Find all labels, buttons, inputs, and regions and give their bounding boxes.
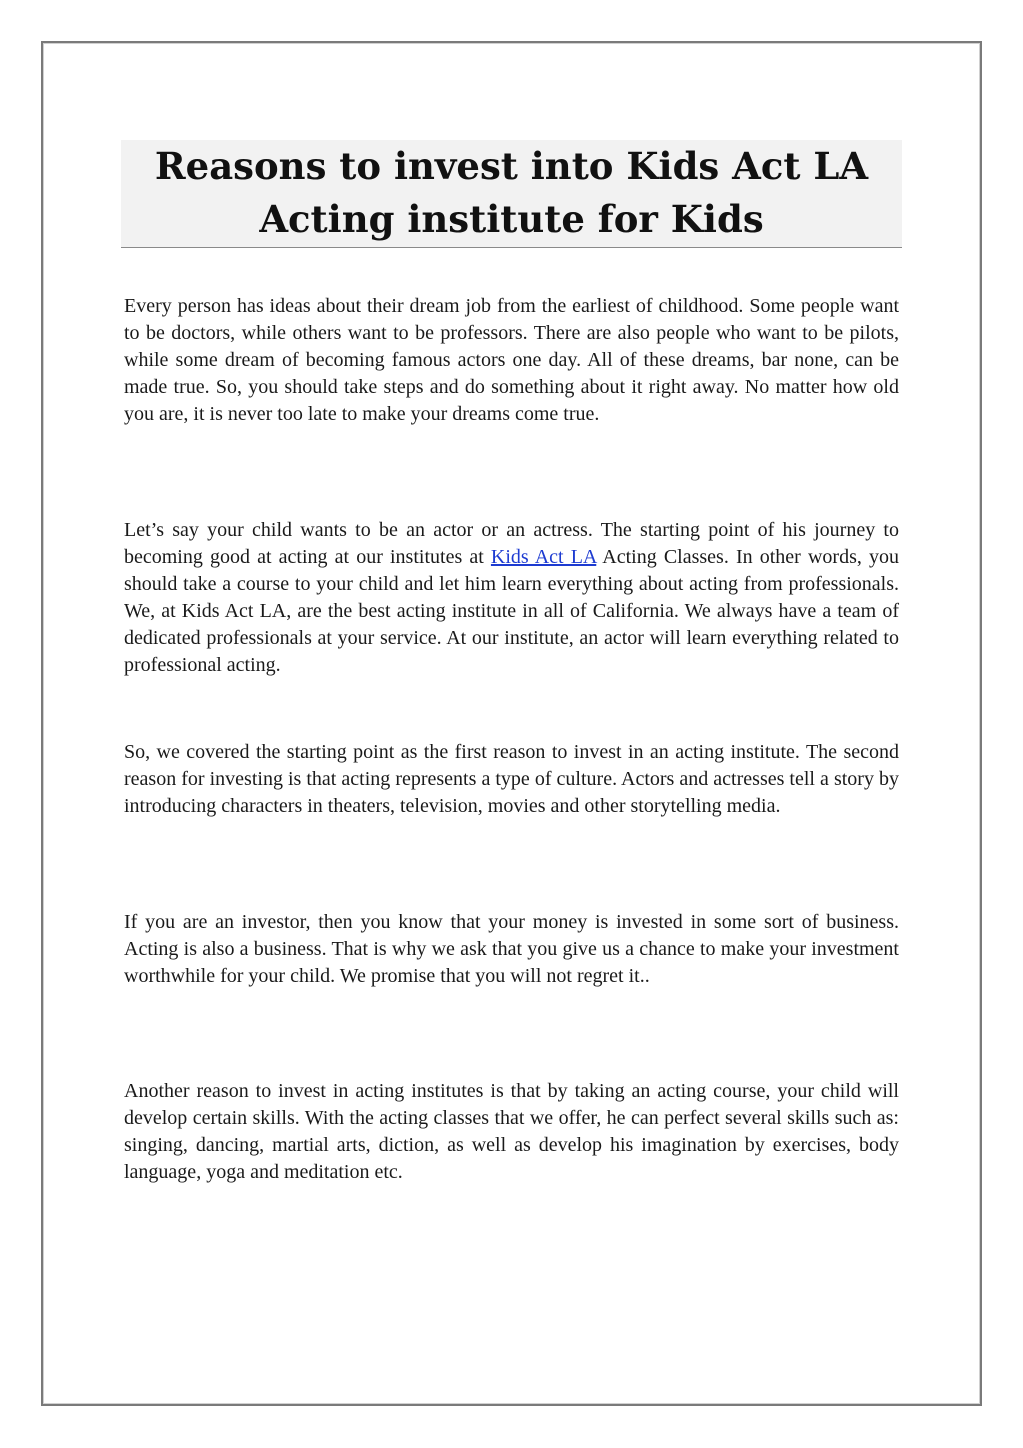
paragraph-5-block: [124, 1078, 899, 1186]
paragraph-3: So, we covered the starting point as the first reason to invest in an acting institute. The second reason for investing is that acting represents a type of culture. Actors and actresses tell a story by introducing characters in theaters, television, movies and other storytelling media.: [124, 741, 899, 817]
title-line-1: Reasons to invest into Kids Act LA: [154, 144, 869, 188]
paragraph-2-start: Let’s say your child wants to be an actor or an actress. The starting point of his journey to becoming good at acting at our institutes at: [124, 519, 899, 568]
paragraph-1: Every person has ideas about their dream job from the earliest of childhood. Some people want to be doctors, while others want to be professors. There are also people who want to be pilots, while some dream of becoming famous actors one day. All of these dreams, bar none, can be made true. So, you should take steps and do something about it right away. No matter how old you are, it is never too late to make your dreams come true.: [124, 295, 899, 425]
paragraph-1-block: [124, 293, 899, 428]
paragraph-3-block: [124, 739, 899, 820]
paragraph-4: If you are an investor, then you know that your money is invested in some sort of business. Acting is also a business. That is why we ask that you give us a chance to make your investment worthwhile for your child. We promise that you will not regret it..: [124, 911, 899, 987]
paragraph-2-block: [124, 517, 899, 679]
paragraph-2-end: Acting Classes. In other words, you should take a course to your child and let him learn everything about acting from professionals. We, at Kids Act LA, are the best acting institute in all of California. We always have a team of dedicated professionals at your service. At our institute, an actor will learn everything related to professional acting.: [124, 546, 899, 676]
paragraph-5: Another reason to invest in acting institutes is that by taking an acting course, your child will develop certain skills. With the acting classes that we offer, he can perfect several skills such as: singing, dancing, martial arts, diction, as well as develop his imagination by exercises, body language, yoga and meditation etc.: [124, 1080, 899, 1183]
paragraph-4-block: [124, 909, 899, 990]
page-title: [121, 140, 902, 246]
kids-act-la-link[interactable]: Kids Act LA: [490, 546, 597, 568]
title-line-2: Acting institute for Kids: [259, 197, 764, 241]
paragraph-2: [124, 517, 899, 679]
title-block: [121, 140, 902, 248]
